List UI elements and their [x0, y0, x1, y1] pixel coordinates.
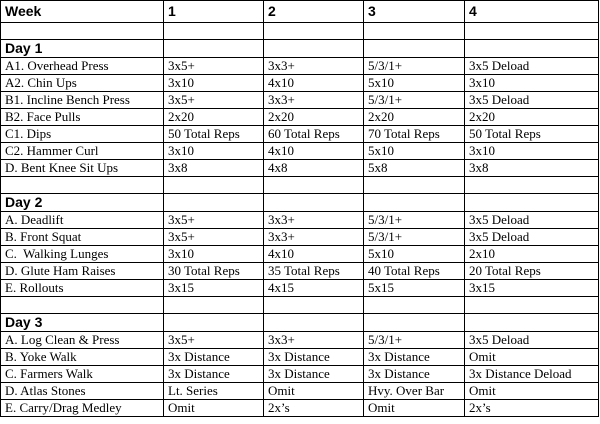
week-4-cell: 3x Distance Deload: [465, 366, 599, 383]
week-3-cell: 5x10: [364, 143, 465, 160]
week-2-cell: 3x Distance: [264, 366, 364, 383]
week-4-header: 4: [465, 1, 599, 23]
week-4-cell: 3x5 Deload: [465, 212, 599, 229]
week-3-cell: 3x Distance: [364, 349, 465, 366]
week-1-cell: 30 Total Reps: [164, 263, 264, 280]
week-4-cell: 3x5 Deload: [465, 229, 599, 246]
table-row: [1, 229, 599, 246]
exercise-cell: A. Log Clean & Press: [1, 332, 164, 349]
week-1-cell: 3x5+: [164, 332, 264, 349]
week-2-cell: 4x10: [264, 75, 364, 92]
table-row: [1, 126, 599, 143]
week-4-cell: 20 Total Reps: [465, 263, 599, 280]
exercise-cell: A2. Chin Ups: [1, 75, 164, 92]
week-4-cell: 3x10: [465, 75, 599, 92]
week-1-cell: Lt. Series: [164, 383, 264, 400]
week-2-cell: 3x3+: [264, 229, 364, 246]
week-3-cell: Omit: [364, 400, 465, 417]
week-2-cell: 2x20: [264, 109, 364, 126]
week-3-cell: 5x10: [364, 246, 465, 263]
week-3-cell: 5/3/1+: [364, 229, 465, 246]
exercise-cell: B. Yoke Walk: [1, 349, 164, 366]
week-3-cell: 5/3/1+: [364, 332, 465, 349]
table-row: [1, 212, 599, 229]
week-1-cell: 3x Distance: [164, 349, 264, 366]
week-4-cell: Omit: [465, 349, 599, 366]
week-2-cell: 3x Distance: [264, 349, 364, 366]
week-3-cell: 5/3/1+: [364, 92, 465, 109]
week-3-cell: 5/3/1+: [364, 212, 465, 229]
week-3-cell: 5x10: [364, 75, 465, 92]
week-4-cell: 3x8: [465, 160, 599, 177]
week-1-cell: 3x5+: [164, 229, 264, 246]
table-row: [1, 349, 599, 366]
week-1-cell: 2x20: [164, 109, 264, 126]
week-3-cell: 3x Distance: [364, 366, 465, 383]
table-row: [1, 280, 599, 297]
week-1-cell: 3x10: [164, 143, 264, 160]
table-row: [1, 58, 599, 75]
week-2-cell: 60 Total Reps: [264, 126, 364, 143]
week-3-header: 3: [364, 1, 465, 23]
exercise-cell: D. Bent Knee Sit Ups: [1, 160, 164, 177]
week-4-cell: 2x’s: [465, 400, 599, 417]
exercise-cell: C2. Hammer Curl: [1, 143, 164, 160]
week-2-cell: 3x3+: [264, 212, 364, 229]
week-4-cell: 3x15: [465, 280, 599, 297]
day-title: Day 2: [1, 194, 164, 212]
week-1-cell: 3x15: [164, 280, 264, 297]
week-1-cell: 50 Total Reps: [164, 126, 264, 143]
spacer-row: [1, 297, 599, 314]
week-2-cell: 4x10: [264, 143, 364, 160]
exercise-cell: B. Front Squat: [1, 229, 164, 246]
exercise-cell: E. Carry/Drag Medley: [1, 400, 164, 417]
day-3-title-row: [1, 314, 599, 332]
week-2-cell: 3x3+: [264, 332, 364, 349]
day-2-title-row: [1, 194, 599, 212]
week-2-header: 2: [264, 1, 364, 23]
week-1-header: 1: [164, 1, 264, 23]
exercise-cell: D. Atlas Stones: [1, 383, 164, 400]
week-1-cell: 3x10: [164, 75, 264, 92]
week-3-cell: 70 Total Reps: [364, 126, 465, 143]
week-1-cell: Omit: [164, 400, 264, 417]
week-1-cell: 3x5+: [164, 212, 264, 229]
exercise-cell: C1. Dips: [1, 126, 164, 143]
exercise-cell: B2. Face Pulls: [1, 109, 164, 126]
week-2-cell: 3x3+: [264, 92, 364, 109]
week-3-cell: 2x20: [364, 109, 465, 126]
week-1-cell: 3x5+: [164, 58, 264, 75]
day-title: Day 3: [1, 314, 164, 332]
week-2-cell: 4x15: [264, 280, 364, 297]
table-row: [1, 366, 599, 383]
week-3-cell: 5x8: [364, 160, 465, 177]
week-2-cell: 4x10: [264, 246, 364, 263]
week-4-cell: 2x20: [465, 109, 599, 126]
table-row: [1, 143, 599, 160]
week-2-cell: 4x8: [264, 160, 364, 177]
week-2-cell: 3x3+: [264, 58, 364, 75]
table-row: [1, 75, 599, 92]
exercise-cell: C. Walking Lunges: [1, 246, 164, 263]
day-title: Day 1: [1, 40, 164, 58]
exercise-cell: A. Deadlift: [1, 212, 164, 229]
week-1-cell: 3x5+: [164, 92, 264, 109]
table-row: [1, 109, 599, 126]
week-2-cell: Omit: [264, 383, 364, 400]
week-3-cell: 5x15: [364, 280, 465, 297]
week-2-cell: 2x’s: [264, 400, 364, 417]
spacer-row: [1, 177, 599, 194]
table-row: [1, 400, 599, 417]
week-2-cell: 35 Total Reps: [264, 263, 364, 280]
table-row: [1, 383, 599, 400]
day-1-title-row: [1, 40, 599, 58]
week-3-cell: Hvy. Over Bar: [364, 383, 465, 400]
exercise-cell: A1. Overhead Press: [1, 58, 164, 75]
header-row: [1, 1, 599, 23]
week-3-cell: 5/3/1+: [364, 58, 465, 75]
week-4-cell: 3x5 Deload: [465, 332, 599, 349]
table-row: [1, 246, 599, 263]
week-header: Week: [1, 1, 164, 23]
table-row: [1, 160, 599, 177]
exercise-cell: C. Farmers Walk: [1, 366, 164, 383]
week-4-cell: 3x5 Deload: [465, 58, 599, 75]
exercise-cell: B1. Incline Bench Press: [1, 92, 164, 109]
exercise-cell: D. Glute Ham Raises: [1, 263, 164, 280]
week-4-cell: 50 Total Reps: [465, 126, 599, 143]
week-1-cell: 3x8: [164, 160, 264, 177]
table-row: [1, 92, 599, 109]
week-4-cell: Omit: [465, 383, 599, 400]
table-row: [1, 263, 599, 280]
table-row: [1, 332, 599, 349]
week-4-cell: 3x5 Deload: [465, 92, 599, 109]
week-4-cell: 3x10: [465, 143, 599, 160]
spacer-row: [1, 23, 599, 40]
week-3-cell: 40 Total Reps: [364, 263, 465, 280]
week-1-cell: 3x Distance: [164, 366, 264, 383]
exercise-cell: E. Rollouts: [1, 280, 164, 297]
week-4-cell: 2x10: [465, 246, 599, 263]
week-1-cell: 3x10: [164, 246, 264, 263]
